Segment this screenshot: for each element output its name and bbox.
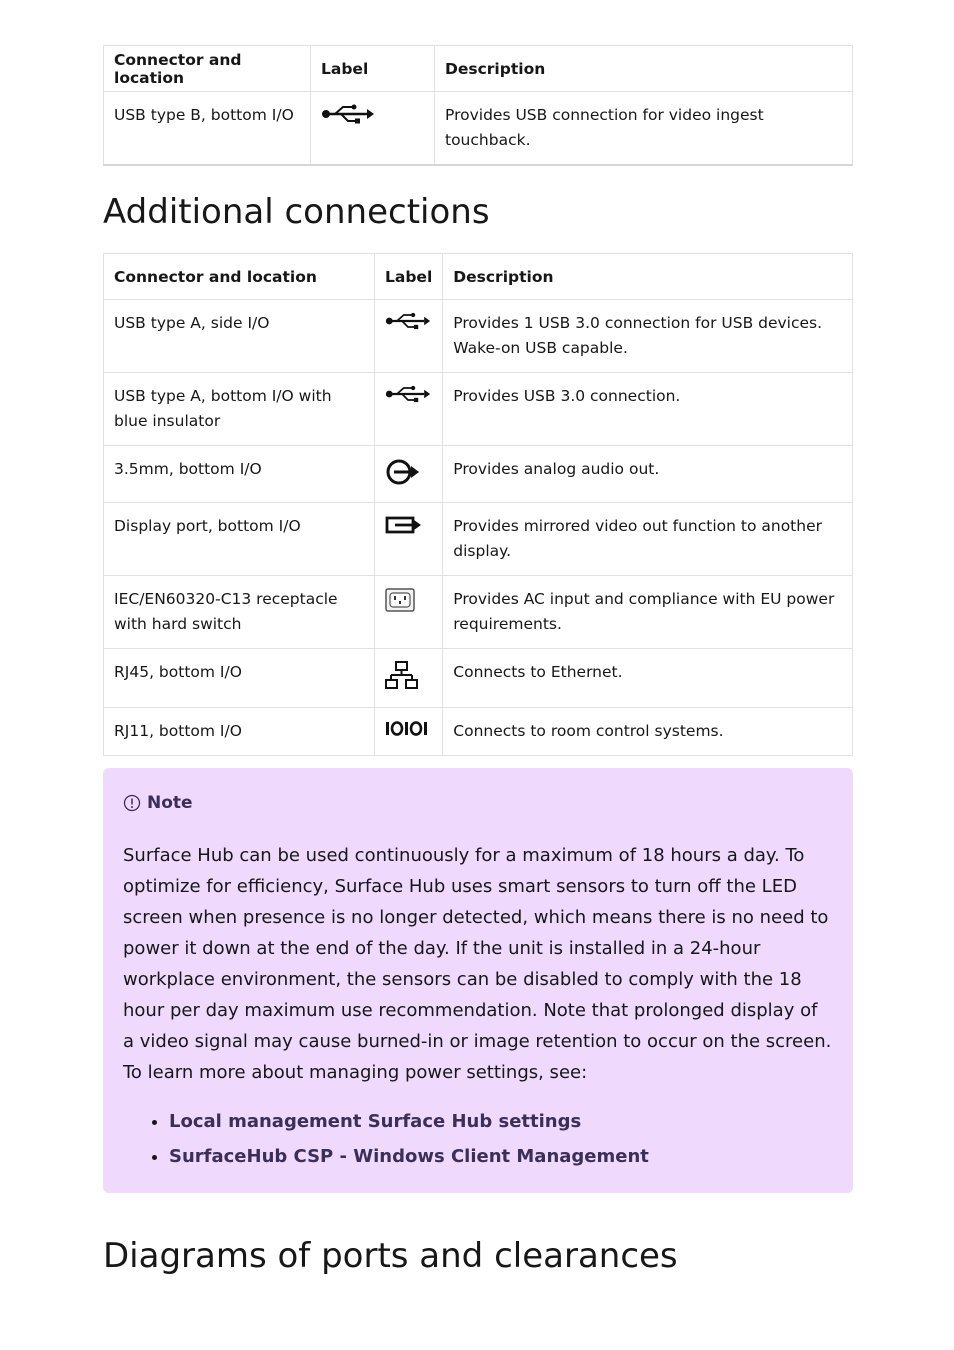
connector-cell: USB type A, side I/O [104,300,375,373]
table-row [104,373,853,446]
description-cell: Provides AC input and compliance with EU power requirements. [443,576,853,649]
section-heading-additional: Additional connections [103,192,490,232]
label-cell [311,92,435,166]
page-content [103,45,853,1276]
table-header-row [104,254,853,300]
usb-icon [385,385,431,403]
note-links-list [123,1104,833,1174]
description-cell: Provides mirrored video out function to another display. [443,503,853,576]
note-body: Surface Hub can be used continuously for a maximum of 18 hours a day. To optimize for efficiency, Surface Hub uses smart sensors to turn off the LED screen when presence is no longer detected, which means there is no need to power it down at the end of the day. If the unit is installed in a 24-hour workplace environment, the sensors can be disabled to comply with the 18 hour per day maximum use recommendation. Note that prolonged display of a video signal may cause burned-in or image retention to occur on the screen. To learn more about managing power settings, see: [123,845,832,1083]
link-local-management[interactable]: Local management Surface Hub settings [169,1111,582,1132]
ethernet-icon [385,661,419,691]
label-cell [375,649,443,708]
list-item [169,1139,833,1174]
list-item [169,1104,833,1139]
connectors-table [103,45,853,166]
note-callout [103,768,853,1193]
table-row [104,708,853,756]
table-row [104,503,853,576]
label-cell [375,373,443,446]
power-receptacle-icon [385,588,415,612]
link-surfacehub-csp[interactable]: SurfaceHub CSP - Windows Client Management [169,1146,649,1167]
column-header: Connector and location [104,254,375,300]
connector-cell: RJ11, bottom I/O [104,708,375,756]
column-header: Description [435,46,853,92]
table-row [104,446,853,503]
table-row [104,649,853,708]
connector-cell: 3.5mm, bottom I/O [104,446,375,503]
description-cell: Connects to room control systems. [443,708,853,756]
description-cell: Provides USB connection for video ingest touchback. [435,92,853,166]
section-heading-diagrams: Diagrams of ports and clearances [103,1236,678,1276]
connector-cell: IEC/EN60320-C13 receptacle with hard switch [104,576,375,649]
connector-cell: RJ45, bottom I/O [104,649,375,708]
note-title-text: Note [147,793,193,813]
usb-icon [321,104,375,124]
table-row [104,92,853,166]
column-header: Label [375,254,443,300]
description-cell: Provides analog audio out. [443,446,853,503]
label-cell [375,708,443,756]
connector-cell: USB type B, bottom I/O [104,92,311,166]
table-row [104,576,853,649]
description-cell: Connects to Ethernet. [443,649,853,708]
table-row [104,300,853,373]
label-cell [375,446,443,503]
info-circle-icon [123,794,141,812]
description-cell: Provides USB 3.0 connection. [443,373,853,446]
serial-ioioi-icon [385,721,429,737]
note-title [123,791,833,815]
label-cell [375,300,443,373]
column-header: Connector and location [104,46,311,92]
description-cell: Provides 1 USB 3.0 connection for USB devices. Wake-on USB capable. [443,300,853,373]
label-cell [375,503,443,576]
table-header-row [104,46,853,92]
additional-connections-table [103,253,853,756]
column-header: Description [443,254,853,300]
usb-icon [385,312,431,330]
connector-cell: Display port, bottom I/O [104,503,375,576]
display-port-icon [385,515,423,535]
label-cell [375,576,443,649]
column-header: Label [311,46,435,92]
connector-cell: USB type A, bottom I/O with blue insulator [104,373,375,446]
audio-out-icon [385,458,421,486]
